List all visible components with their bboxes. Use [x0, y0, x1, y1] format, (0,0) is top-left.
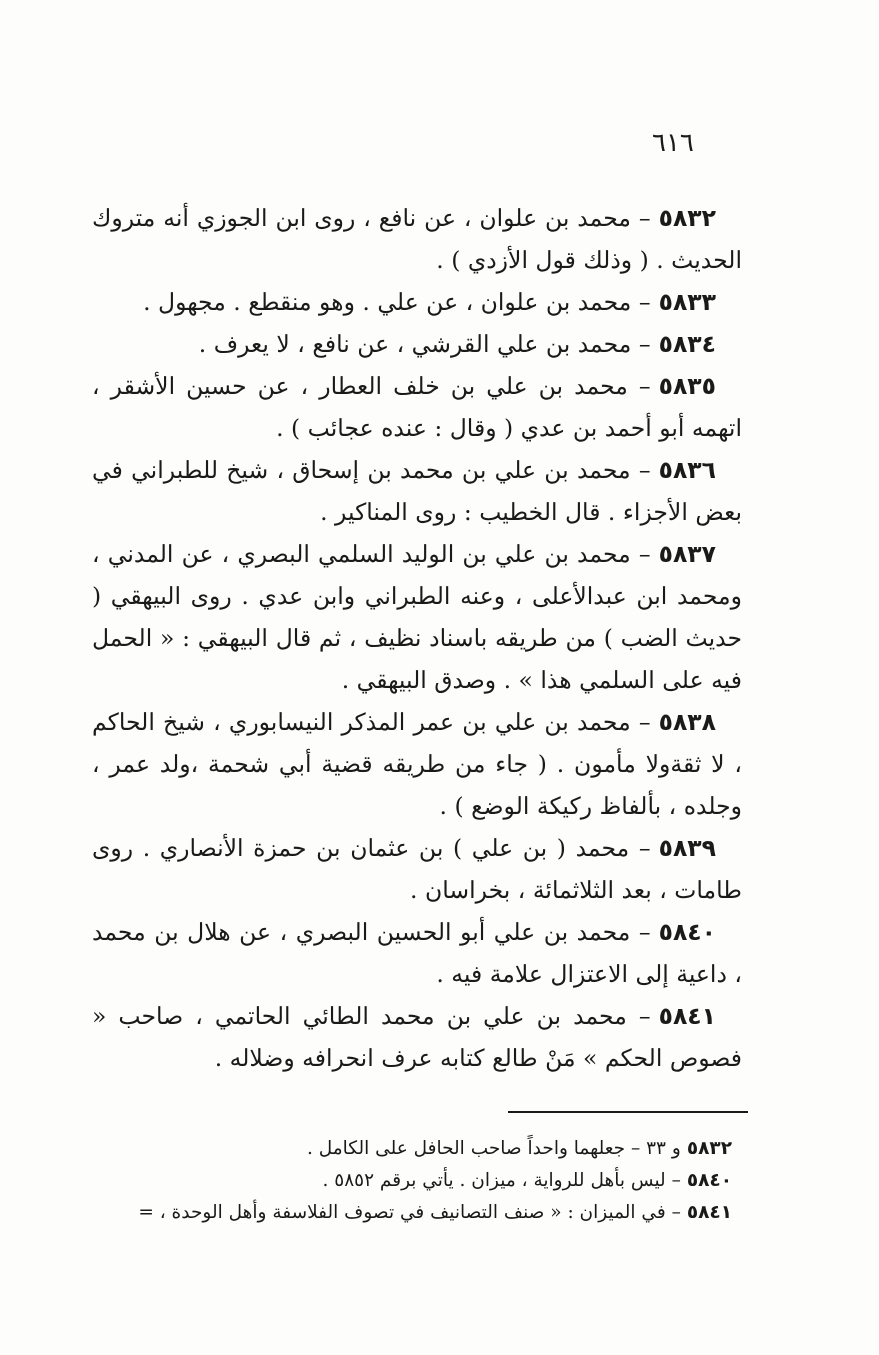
entry-text: – محمد بن علوان ، عن نافع ، روى ابن الجوزي أنه متروك الحديث . ( وذلك قول الأزدي ) . [92, 204, 742, 274]
entry-text: – محمد بن علي بن خلف العطار ، عن حسين الأشقر ، اتهمه أبو أحمد بن عدي ( وقال : عنده عجائب ) . [92, 372, 742, 442]
footnote-number: ٥٨٤٠ [686, 1170, 732, 1191]
entry-number: ٥٨٣٦ [658, 456, 716, 484]
footnote-text: – ليس بأهل للرواية ، ميزان . يأتي برقم ٥٨٥٢ . [322, 1170, 681, 1191]
entry-number: ٥٨٣٢ [658, 204, 716, 232]
entry-number: ٥٨٣٥ [658, 372, 716, 400]
footnote-text: – في الميزان : « صنف التصانيف في تصوف الفلاسفة وأهل الوحدة ، = [138, 1202, 681, 1223]
footnote-number: ٥٨٣٢ [686, 1138, 732, 1159]
entry-text: – محمد بن علي بن محمد الطائي الحاتمي ، صاحب « فصوص الحكم » مَنْ طالع كتابه عرف انحرافه وضلاله . [92, 1002, 742, 1072]
entry-number: ٥٨٤١ [658, 1002, 716, 1030]
footnotes-block [92, 1133, 732, 1229]
entries-block [92, 197, 742, 1079]
entry-5841 [92, 995, 742, 1079]
entry-5837 [92, 533, 742, 701]
entry-text: – محمد بن علي بن محمد بن إسحاق ، شيخ للطبراني في بعض الأجزاء . قال الخطيب : روى المناكير . [92, 456, 742, 526]
entry-5835 [92, 365, 742, 449]
footnote-text: و ٣٣ – جعلهما واحداً صاحب الحافل على الكامل . [306, 1138, 681, 1159]
entry-number: ٥٨٣٤ [658, 330, 716, 358]
entry-number: ٥٨٤٠ [658, 918, 716, 946]
entry-5840 [92, 911, 742, 995]
entry-number: ٥٨٣٧ [658, 540, 716, 568]
entry-text: – محمد بن علوان ، عن علي . وهو منقطع . مجهول . [143, 288, 651, 316]
entry-text: – محمد بن علي القرشي ، عن نافع ، لا يعرف . [198, 330, 651, 358]
footnote [92, 1165, 732, 1197]
entry-number: ٥٨٣٨ [658, 708, 716, 736]
entry-number: ٥٨٣٩ [658, 834, 716, 862]
entry-5838 [92, 701, 742, 827]
entry-number: ٥٨٣٣ [658, 288, 716, 316]
entry-5836 [92, 449, 742, 533]
footnote [92, 1133, 732, 1165]
entry-5833 [92, 281, 742, 323]
entry-text: – محمد ( بن علي ) بن عثمان بن حمزة الأنصاري . روى طامات ، بعد الثلاثمائة ، بخراسان . [92, 834, 742, 904]
entry-5839 [92, 827, 742, 911]
entry-text: – محمد بن علي بن عمر المذكر النيسابوري ، شيخ الحاكم ، لا ثقةولا مأمون . ( جاء من طريقه قضية أبي شحمة ،ولد عمر ، وجلده ، بألفاظ ركيكة الوضع ) . [92, 708, 742, 820]
entry-text: – محمد بن علي بن الوليد السلمي البصري ، عن المدني ، ومحمد ابن عبدالأعلى ، وعنه الطبراني وابن عدي . روى البيهقي ( حديث الضب ) من طريقه باسناد نظيف ، ثم قال البيهقي : « الحمل فيه على السلمي هذا » . وصدق البيهقي . [92, 540, 742, 694]
entry-5832 [92, 197, 742, 281]
entry-5834 [92, 323, 742, 365]
entry-text: – محمد بن علي أبو الحسين البصري ، عن هلال بن محمد ، داعية إلى الاعتزال علامة فيه . [92, 918, 742, 988]
footnote [92, 1197, 732, 1229]
footnote-separator [508, 1111, 748, 1113]
footnote-number: ٥٨٤١ [686, 1202, 732, 1223]
page-number: ٦١٦ [652, 128, 694, 158]
